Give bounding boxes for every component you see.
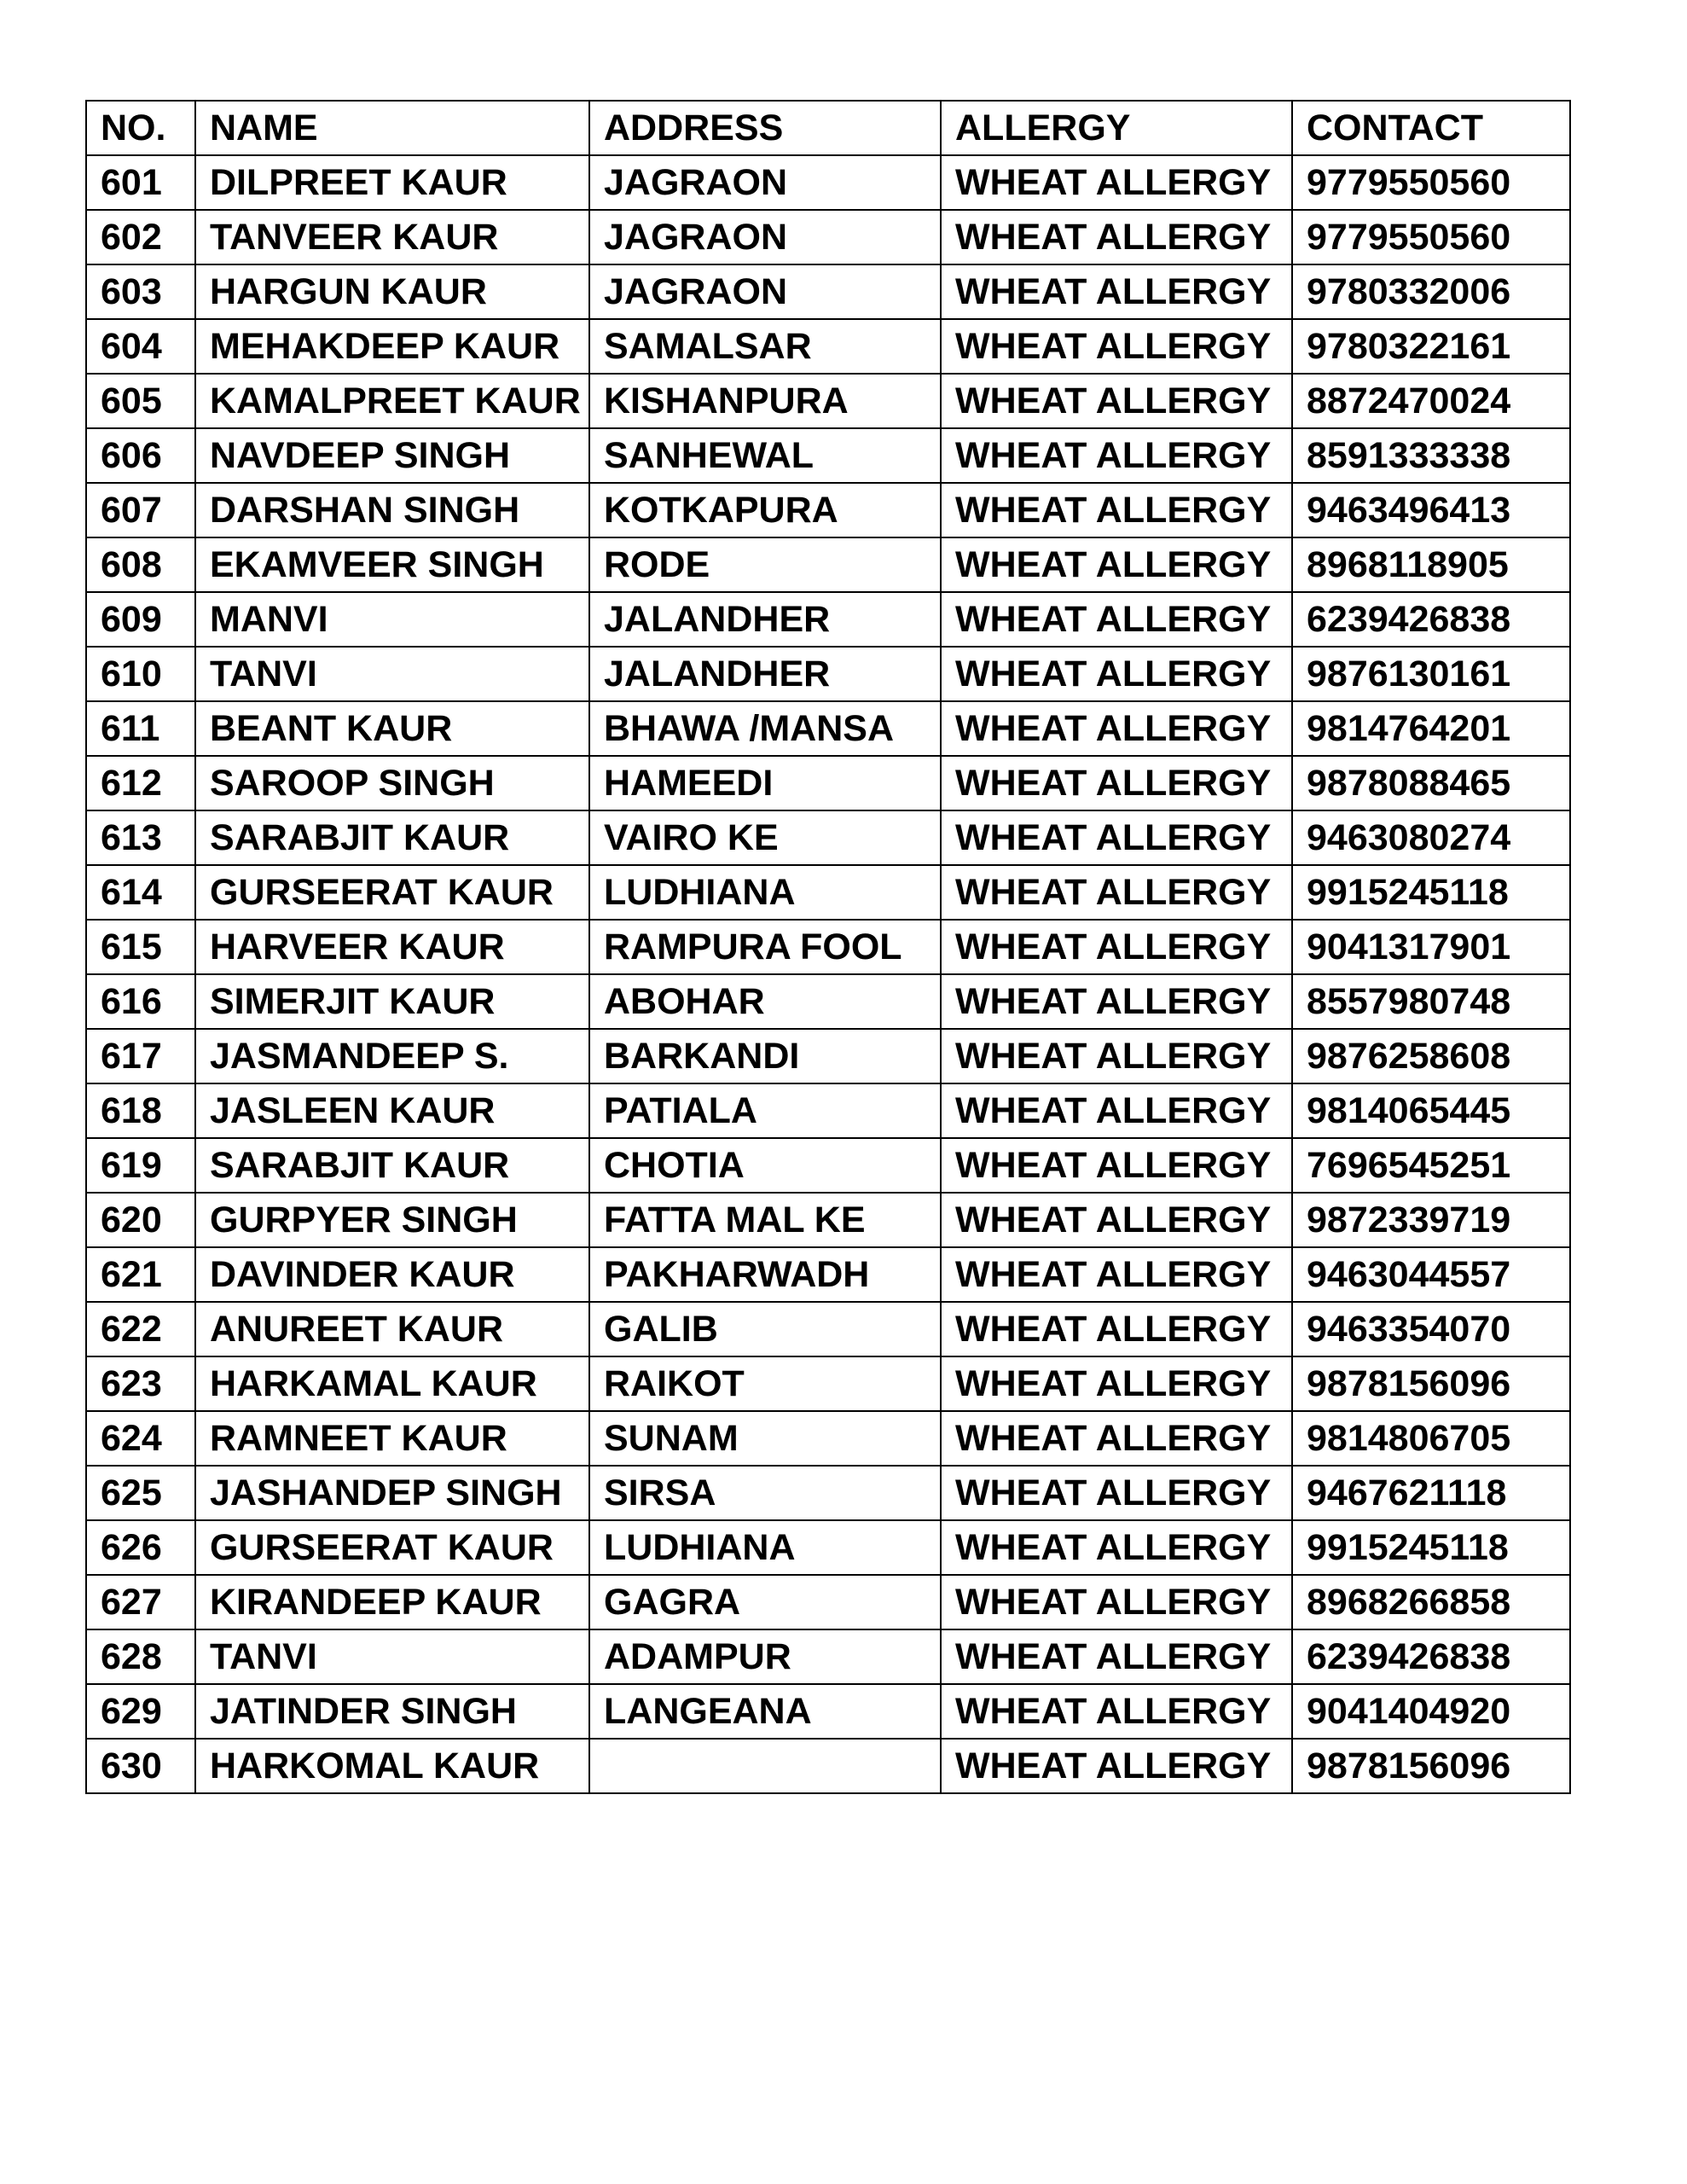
cell-name: SARABJIT KAUR — [195, 810, 589, 865]
cell-no: 624 — [86, 1411, 195, 1466]
table-row — [86, 756, 1570, 810]
cell-contact: 9041317901 — [1292, 920, 1570, 974]
cell-allergy: WHEAT ALLERGY — [941, 1411, 1292, 1466]
cell-no: 612 — [86, 756, 195, 810]
cell-contact: 8872470024 — [1292, 374, 1570, 428]
cell-allergy: WHEAT ALLERGY — [941, 647, 1292, 701]
cell-contact: 9463496413 — [1292, 483, 1570, 537]
header-allergy: ALLERGY — [941, 101, 1292, 155]
cell-allergy: WHEAT ALLERGY — [941, 210, 1292, 264]
cell-allergy: WHEAT ALLERGY — [941, 1684, 1292, 1739]
cell-contact: 9814065445 — [1292, 1083, 1570, 1138]
cell-no: 630 — [86, 1739, 195, 1793]
cell-name: HARKAMAL KAUR — [195, 1356, 589, 1411]
cell-address: HAMEEDI — [589, 756, 941, 810]
cell-allergy: WHEAT ALLERGY — [941, 1520, 1292, 1575]
table-row — [86, 920, 1570, 974]
cell-contact: 8591333338 — [1292, 428, 1570, 483]
cell-contact: 9814806705 — [1292, 1411, 1570, 1466]
cell-allergy: WHEAT ALLERGY — [941, 1029, 1292, 1083]
table-row — [86, 1356, 1570, 1411]
cell-address: SAMALSAR — [589, 319, 941, 374]
table-row — [86, 1029, 1570, 1083]
cell-contact: 7696545251 — [1292, 1138, 1570, 1193]
cell-no: 625 — [86, 1466, 195, 1520]
table-row — [86, 428, 1570, 483]
cell-name: GURPYER SINGH — [195, 1193, 589, 1247]
table-row — [86, 1302, 1570, 1356]
cell-no: 616 — [86, 974, 195, 1029]
cell-contact: 9463080274 — [1292, 810, 1570, 865]
table-row — [86, 1629, 1570, 1684]
table-body — [86, 155, 1570, 1793]
cell-no: 623 — [86, 1356, 195, 1411]
header-address: ADDRESS — [589, 101, 941, 155]
cell-allergy: WHEAT ALLERGY — [941, 155, 1292, 210]
table-header-row — [86, 101, 1570, 155]
cell-no: 603 — [86, 264, 195, 319]
cell-no: 613 — [86, 810, 195, 865]
cell-no: 615 — [86, 920, 195, 974]
cell-allergy: WHEAT ALLERGY — [941, 592, 1292, 647]
table-row — [86, 155, 1570, 210]
cell-contact: 6239426838 — [1292, 1629, 1570, 1684]
cell-name: KAMALPREET KAUR — [195, 374, 589, 428]
cell-contact: 9780322161 — [1292, 319, 1570, 374]
cell-no: 629 — [86, 1684, 195, 1739]
cell-name: HARKOMAL KAUR — [195, 1739, 589, 1793]
cell-address: RODE — [589, 537, 941, 592]
cell-address: PAKHARWADH — [589, 1247, 941, 1302]
cell-name: JASHANDEP SINGH — [195, 1466, 589, 1520]
table-row — [86, 1520, 1570, 1575]
cell-no: 628 — [86, 1629, 195, 1684]
cell-name: BEANT KAUR — [195, 701, 589, 756]
table-row — [86, 1684, 1570, 1739]
cell-contact: 9041404920 — [1292, 1684, 1570, 1739]
cell-address: GALIB — [589, 1302, 941, 1356]
cell-allergy: WHEAT ALLERGY — [941, 264, 1292, 319]
table-row — [86, 1247, 1570, 1302]
cell-contact: 9878156096 — [1292, 1739, 1570, 1793]
cell-name: SIMERJIT KAUR — [195, 974, 589, 1029]
cell-address: VAIRO KE — [589, 810, 941, 865]
cell-allergy: WHEAT ALLERGY — [941, 865, 1292, 920]
cell-no: 604 — [86, 319, 195, 374]
cell-name: TANVI — [195, 647, 589, 701]
cell-no: 605 — [86, 374, 195, 428]
cell-allergy: WHEAT ALLERGY — [941, 701, 1292, 756]
cell-no: 614 — [86, 865, 195, 920]
cell-name: NAVDEEP SINGH — [195, 428, 589, 483]
cell-allergy: WHEAT ALLERGY — [941, 920, 1292, 974]
cell-contact: 9878156096 — [1292, 1356, 1570, 1411]
cell-no: 607 — [86, 483, 195, 537]
cell-name: DILPREET KAUR — [195, 155, 589, 210]
cell-name: TANVI — [195, 1629, 589, 1684]
header-contact: CONTACT — [1292, 101, 1570, 155]
cell-no: 610 — [86, 647, 195, 701]
cell-name: MANVI — [195, 592, 589, 647]
cell-contact: 9872339719 — [1292, 1193, 1570, 1247]
table-row — [86, 1083, 1570, 1138]
cell-allergy: WHEAT ALLERGY — [941, 428, 1292, 483]
table-row — [86, 264, 1570, 319]
cell-allergy: WHEAT ALLERGY — [941, 1466, 1292, 1520]
table-row — [86, 374, 1570, 428]
cell-allergy: WHEAT ALLERGY — [941, 810, 1292, 865]
cell-address: BARKANDI — [589, 1029, 941, 1083]
cell-name: JATINDER SINGH — [195, 1684, 589, 1739]
cell-no: 618 — [86, 1083, 195, 1138]
cell-name: SARABJIT KAUR — [195, 1138, 589, 1193]
cell-address: BHAWA /MANSA — [589, 701, 941, 756]
cell-address — [589, 1739, 941, 1793]
header-no: NO. — [86, 101, 195, 155]
cell-name: ANUREET KAUR — [195, 1302, 589, 1356]
table-row — [86, 810, 1570, 865]
cell-allergy: WHEAT ALLERGY — [941, 483, 1292, 537]
cell-address: SUNAM — [589, 1411, 941, 1466]
cell-name: HARGUN KAUR — [195, 264, 589, 319]
cell-name: SAROOP SINGH — [195, 756, 589, 810]
cell-no: 608 — [86, 537, 195, 592]
cell-allergy: WHEAT ALLERGY — [941, 1138, 1292, 1193]
cell-address: FATTA MAL KE — [589, 1193, 941, 1247]
cell-name: GURSEERAT KAUR — [195, 1520, 589, 1575]
cell-no: 622 — [86, 1302, 195, 1356]
cell-allergy: WHEAT ALLERGY — [941, 319, 1292, 374]
table-row — [86, 1138, 1570, 1193]
table-row — [86, 974, 1570, 1029]
cell-allergy: WHEAT ALLERGY — [941, 374, 1292, 428]
cell-address: LUDHIANA — [589, 1520, 941, 1575]
cell-contact: 9463354070 — [1292, 1302, 1570, 1356]
cell-contact: 9779550560 — [1292, 210, 1570, 264]
cell-no: 626 — [86, 1520, 195, 1575]
cell-address: LUDHIANA — [589, 865, 941, 920]
cell-no: 620 — [86, 1193, 195, 1247]
cell-contact: 9876130161 — [1292, 647, 1570, 701]
cell-no: 627 — [86, 1575, 195, 1629]
table-row — [86, 210, 1570, 264]
cell-allergy: WHEAT ALLERGY — [941, 1739, 1292, 1793]
cell-name: GURSEERAT KAUR — [195, 865, 589, 920]
cell-address: JALANDHER — [589, 592, 941, 647]
cell-allergy: WHEAT ALLERGY — [941, 1575, 1292, 1629]
cell-address: JAGRAON — [589, 264, 941, 319]
cell-address: CHOTIA — [589, 1138, 941, 1193]
cell-address: GAGRA — [589, 1575, 941, 1629]
cell-allergy: WHEAT ALLERGY — [941, 1356, 1292, 1411]
cell-contact: 9915245118 — [1292, 1520, 1570, 1575]
cell-contact: 9915245118 — [1292, 865, 1570, 920]
cell-address: LANGEANA — [589, 1684, 941, 1739]
cell-address: SANHEWAL — [589, 428, 941, 483]
cell-name: KIRANDEEP KAUR — [195, 1575, 589, 1629]
cell-allergy: WHEAT ALLERGY — [941, 756, 1292, 810]
cell-contact: 9779550560 — [1292, 155, 1570, 210]
cell-name: MEHAKDEEP KAUR — [195, 319, 589, 374]
cell-contact: 6239426838 — [1292, 592, 1570, 647]
cell-address: ADAMPUR — [589, 1629, 941, 1684]
cell-name: DAVINDER KAUR — [195, 1247, 589, 1302]
cell-name: RAMNEET KAUR — [195, 1411, 589, 1466]
table-row — [86, 1466, 1570, 1520]
cell-contact: 9814764201 — [1292, 701, 1570, 756]
table-row — [86, 483, 1570, 537]
cell-name: JASLEEN KAUR — [195, 1083, 589, 1138]
cell-contact: 8968118905 — [1292, 537, 1570, 592]
cell-address: KISHANPURA — [589, 374, 941, 428]
table-row — [86, 865, 1570, 920]
cell-name: HARVEER KAUR — [195, 920, 589, 974]
table-row — [86, 701, 1570, 756]
cell-address: PATIALA — [589, 1083, 941, 1138]
cell-no: 609 — [86, 592, 195, 647]
cell-contact: 9780332006 — [1292, 264, 1570, 319]
cell-contact: 9463044557 — [1292, 1247, 1570, 1302]
table-row — [86, 319, 1570, 374]
cell-contact: 8557980748 — [1292, 974, 1570, 1029]
cell-address: JAGRAON — [589, 155, 941, 210]
cell-no: 602 — [86, 210, 195, 264]
cell-address: SIRSA — [589, 1466, 941, 1520]
cell-address: JAGRAON — [589, 210, 941, 264]
table-row — [86, 592, 1570, 647]
cell-address: KOTKAPURA — [589, 483, 941, 537]
table-row — [86, 1575, 1570, 1629]
cell-contact: 8968266858 — [1292, 1575, 1570, 1629]
table-row — [86, 1411, 1570, 1466]
table-row — [86, 1739, 1570, 1793]
cell-allergy: WHEAT ALLERGY — [941, 1247, 1292, 1302]
cell-address: ABOHAR — [589, 974, 941, 1029]
cell-allergy: WHEAT ALLERGY — [941, 1302, 1292, 1356]
cell-name: JASMANDEEP S. — [195, 1029, 589, 1083]
cell-address: JALANDHER — [589, 647, 941, 701]
cell-name: EKAMVEER SINGH — [195, 537, 589, 592]
cell-contact: 9878088465 — [1292, 756, 1570, 810]
cell-no: 611 — [86, 701, 195, 756]
cell-name: DARSHAN SINGH — [195, 483, 589, 537]
cell-no: 617 — [86, 1029, 195, 1083]
cell-allergy: WHEAT ALLERGY — [941, 974, 1292, 1029]
cell-no: 621 — [86, 1247, 195, 1302]
table-row — [86, 647, 1570, 701]
cell-contact: 9876258608 — [1292, 1029, 1570, 1083]
cell-address: RAIKOT — [589, 1356, 941, 1411]
table-row — [86, 537, 1570, 592]
cell-allergy: WHEAT ALLERGY — [941, 1083, 1292, 1138]
cell-name: TANVEER KAUR — [195, 210, 589, 264]
table-row — [86, 1193, 1570, 1247]
allergy-records-table — [85, 100, 1571, 1794]
cell-no: 601 — [86, 155, 195, 210]
header-name: NAME — [195, 101, 589, 155]
cell-allergy: WHEAT ALLERGY — [941, 1193, 1292, 1247]
cell-no: 619 — [86, 1138, 195, 1193]
cell-address: RAMPURA FOOL — [589, 920, 941, 974]
cell-allergy: WHEAT ALLERGY — [941, 537, 1292, 592]
cell-allergy: WHEAT ALLERGY — [941, 1629, 1292, 1684]
cell-no: 606 — [86, 428, 195, 483]
cell-contact: 9467621118 — [1292, 1466, 1570, 1520]
